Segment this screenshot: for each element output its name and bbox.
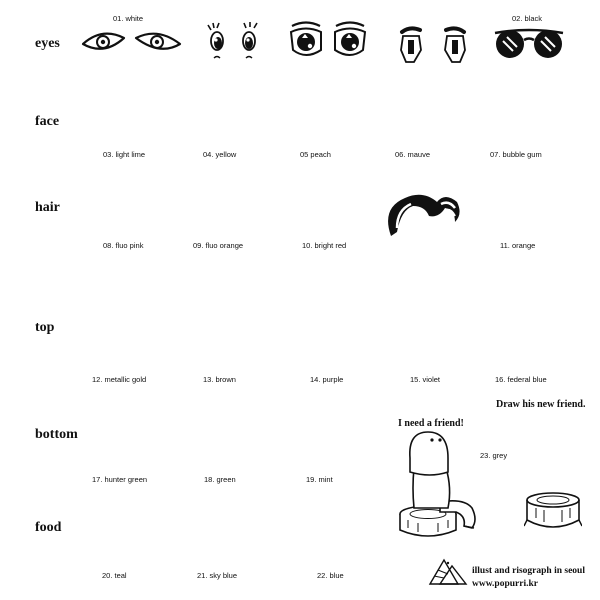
category-top: top	[35, 320, 55, 335]
color-label: 01. white	[113, 14, 144, 23]
color-label: 07. bubble gum	[490, 150, 542, 159]
color-label: 10. bright red	[302, 241, 347, 250]
color-label: 20. teal	[102, 571, 127, 580]
category-hair: hair	[35, 200, 60, 215]
category-food: food	[35, 520, 62, 535]
sunglasses-icon	[493, 25, 565, 63]
color-label: 04. yellow	[203, 150, 237, 159]
color-label: 11. orange	[500, 241, 536, 250]
plain-eyes-icon	[80, 24, 184, 64]
draw-prompt: Draw his new friend.	[496, 399, 586, 410]
color-label: 08. fluo pink	[103, 241, 144, 250]
lashes-eyes-icon	[204, 22, 270, 64]
color-label: 15. violet	[410, 375, 441, 384]
sparkle-eyes-icon	[288, 20, 368, 62]
speech-text: I need a friend!	[398, 418, 464, 429]
color-label: 02. black	[512, 14, 543, 23]
tree-stump-icon	[524, 490, 582, 536]
color-label: 14. purple	[310, 375, 344, 384]
color-label: 21. sky blue	[197, 571, 238, 580]
color-label: 06. mauve	[395, 150, 431, 159]
angular-eyes-icon	[398, 24, 470, 68]
color-label: 19. mint	[306, 475, 333, 484]
category-bottom: bottom	[35, 427, 78, 442]
category-eyes: eyes	[35, 36, 60, 51]
website-link[interactable]: www.popurri.kr	[472, 579, 538, 589]
color-label: 09. fluo orange	[193, 241, 244, 250]
color-label: 16. federal blue	[495, 375, 547, 384]
color-label: 03. light lime	[103, 150, 146, 159]
color-label: 18. green	[204, 475, 236, 484]
credit-line: illust and risograph in seoul	[472, 566, 585, 576]
lonely-character-icon	[394, 428, 504, 544]
color-label: 22. blue	[317, 571, 344, 580]
color-label: 17. hunter green	[92, 475, 148, 484]
color-label: 23. grey	[480, 451, 508, 460]
hair-tuft-icon	[383, 188, 463, 238]
popurri-logo-icon	[428, 556, 468, 588]
color-label: 12. metallic gold	[92, 375, 147, 384]
color-label: 13. brown	[203, 375, 236, 384]
color-label: 05 peach	[300, 150, 331, 159]
category-face: face	[35, 114, 60, 129]
